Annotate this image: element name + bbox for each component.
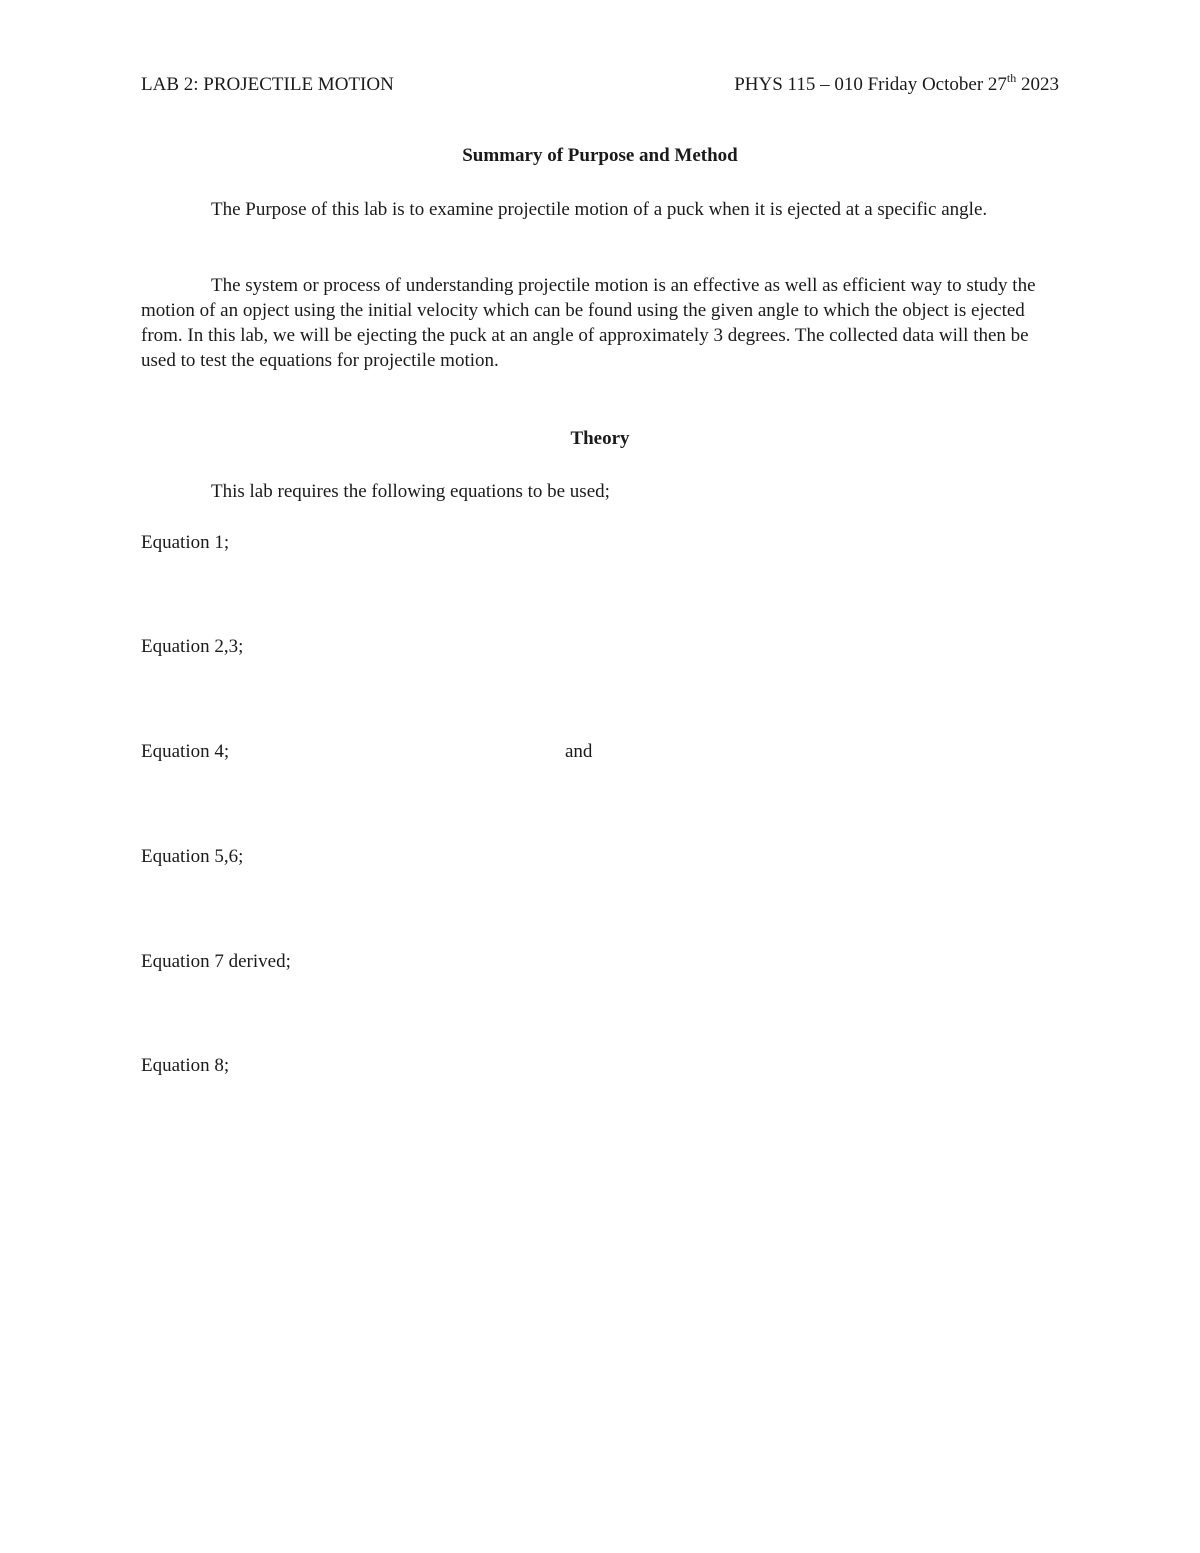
theory-heading: Theory (570, 428, 630, 449)
header-lab-title: LAB 2: PROJECTILE MOTION (141, 74, 394, 95)
equation-1-label: Equation 1; (141, 532, 230, 553)
equation-4-and: and (565, 741, 593, 762)
equation-8-label: Equation 8; (141, 1055, 230, 1076)
summary-heading: Summary of Purpose and Method (462, 145, 738, 166)
summary-paragraph-1: The Purpose of this lab is to examine projectile motion of a puck when it is ejected at a specific angle. (211, 199, 988, 220)
header-year: 2023 (1016, 74, 1059, 95)
header-course-date (734, 71, 1059, 96)
equation-4-label: Equation 4; (141, 741, 230, 762)
theory-intro: This lab requires the following equations to be used; (211, 481, 610, 502)
equation-2-3-label: Equation 2,3; (141, 636, 244, 657)
header-course-text: PHYS 115 – 010 Friday October 27 (734, 74, 1007, 95)
equation-5-6-label: Equation 5,6; (141, 846, 244, 867)
header-date-suffix: th (1006, 71, 1017, 85)
equation-7-label: Equation 7 derived; (141, 951, 291, 972)
summary-paragraph-2: The system or process of understanding projectile motion is an effective as well as efficient way to study the motion of an opject using the initial velocity which can be found using the given angle to which the object is ejected from. In this lab, we will be ejecting the puck at an angle of approximately 3 degrees. The collected data will then be used to test the equations for projectile motion. (141, 275, 1036, 371)
